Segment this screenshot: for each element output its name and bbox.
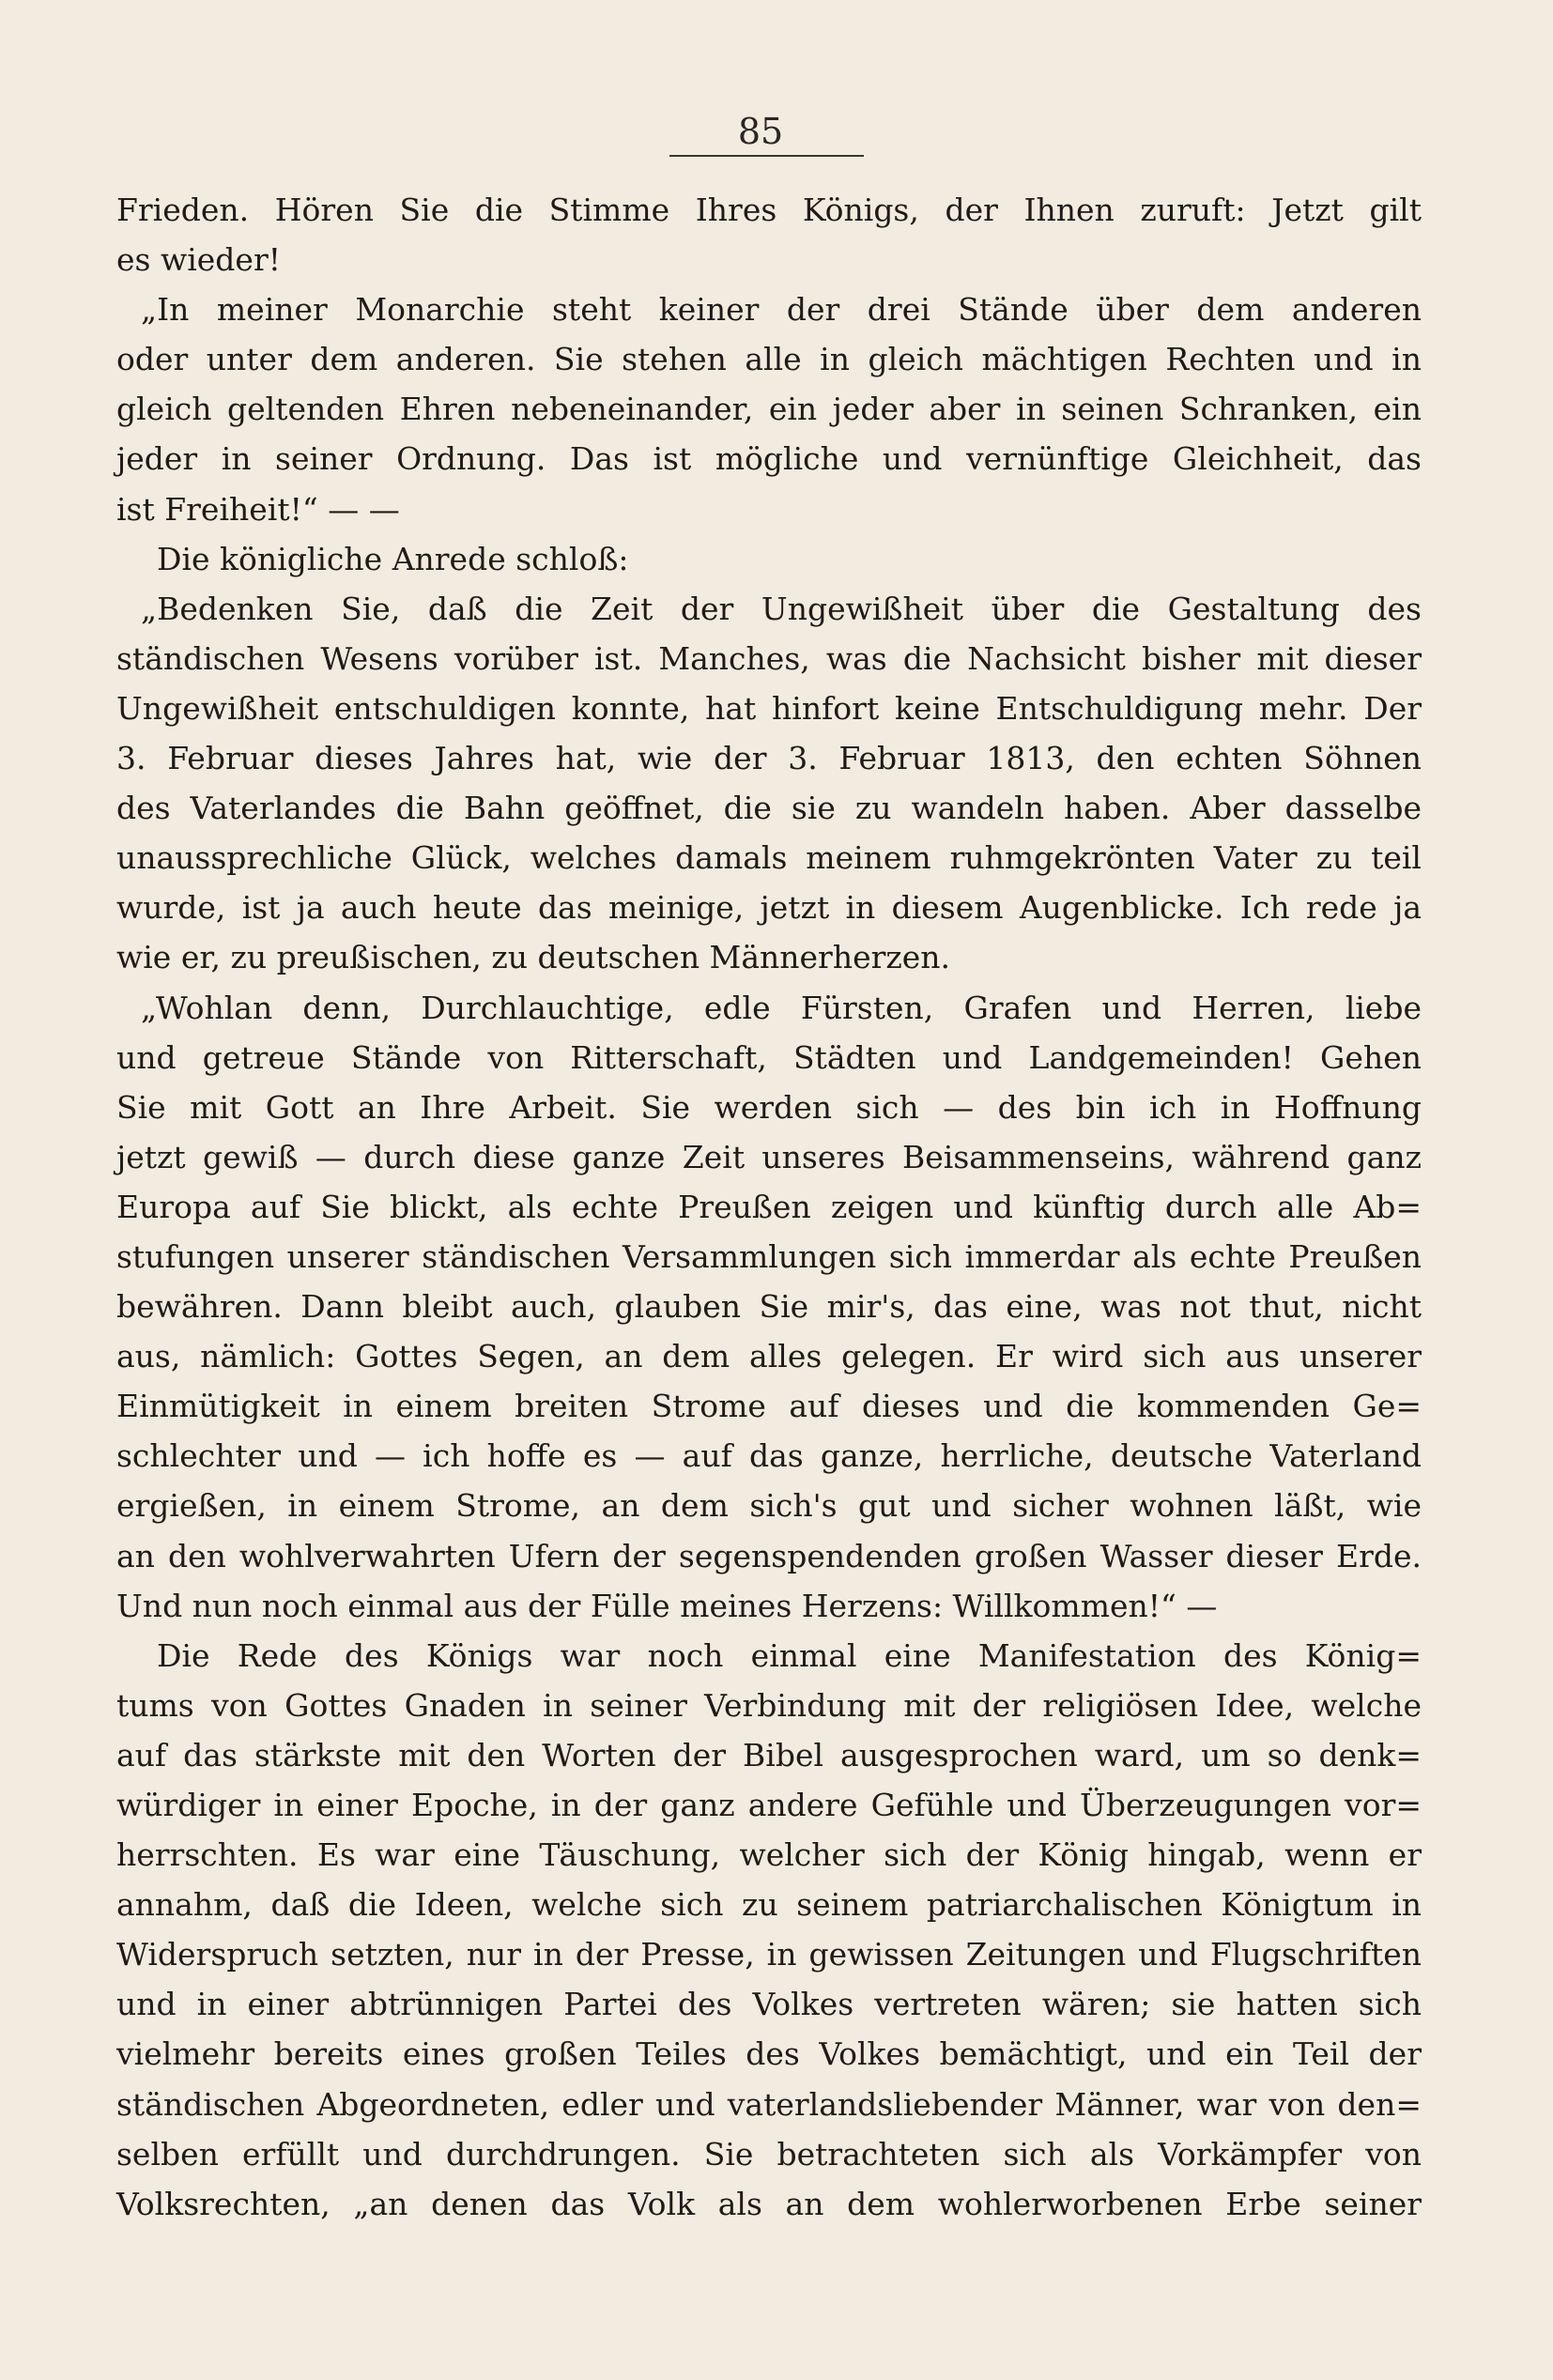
- text-line: stufungen unserer ständischen Versammlungen sich immerdar als echte Preußen: [116, 1237, 1422, 1275]
- text-line: bewähren. Dann bleibt auch, glauben Sie mir's, das eine, was not thut, nicht: [116, 1288, 1422, 1326]
- text-line: ständischen Abgeordneten, edler und vaterlandsliebender Männer, war von den=: [116, 2085, 1422, 2123]
- text-line: und in einer abtrünnigen Partei des Volkes vertreten wären; sie hatten sich: [116, 1986, 1422, 2023]
- text-line: schlechter und — ich hoffe es — auf das ganze, herrliche, deutsche Vaterland: [116, 1437, 1422, 1475]
- text-line: Ungewißheit entschuldigen konnte, hat hinfort keine Entschuldigung mehr. Der: [116, 689, 1422, 727]
- text-line: herrschten. Es war eine Täuschung, welcher sich der König hingab, wenn er: [116, 1836, 1422, 1874]
- text-line: vielmehr bereits eines großen Teiles des Volkes bemächtigt, und ein Teil der: [116, 2035, 1422, 2073]
- text-line: Die königliche Anrede schloß:: [157, 540, 629, 577]
- text-line: Volksrechten, „an denen das Volk als an dem wohlerworbenen Erbe seiner: [116, 2185, 1422, 2222]
- text-line: selben erfüllt und durchdrungen. Sie betrachteten sich als Vorkämpfer von: [116, 2135, 1422, 2173]
- text-line: 3. Februar dieses Jahres hat, wie der 3. Februar 1813, den echten Söhnen: [116, 740, 1422, 777]
- text-line: „In meiner Monarchie steht keiner der drei Stände über dem anderen: [141, 291, 1422, 329]
- text-line: Widerspruch setzten, nur in der Presse, in gewissen Zeitungen und Flugschriften: [116, 1936, 1422, 1973]
- text-line: „Wohlan denn, Durchlauchtige, edle Fürsten, Grafen und Herren, liebe: [141, 989, 1422, 1026]
- text-line: würdiger in einer Epoche, in der ganz andere Gefühle und Überzeugungen vor=: [116, 1787, 1422, 1823]
- header-rule: [669, 155, 864, 157]
- text-line: gleich geltenden Ehren nebeneinander, ein jeder aber in seinen Schranken, ein: [116, 391, 1422, 428]
- text-line: wie er, zu preußischen, zu deutschen Männerherzen.: [116, 939, 951, 976]
- text-line: Und nun noch einmal aus der Fülle meines Herzens: Willkommen!“ —: [116, 1587, 1218, 1624]
- text-line: an den wohlverwahrten Ufern der segenspendenden großen Wasser dieser Erde.: [116, 1537, 1422, 1574]
- text-line: oder unter dem anderen. Sie stehen alle in gleich mächtigen Rechten und in: [116, 341, 1422, 378]
- text-line: des Vaterlandes die Bahn geöffnet, die sie zu wandeln haben. Aber dasselbe: [116, 790, 1422, 827]
- text-line: jeder in seiner Ordnung. Das ist mögliche und vernünftige Gleichheit, das: [116, 440, 1422, 478]
- body-text: [116, 185, 1422, 2229]
- text-line: wurde, ist ja auch heute das meinige, jetzt in diesem Augenblicke. Ich rede ja: [116, 889, 1422, 927]
- text-line: „Bedenken Sie, daß die Zeit der Ungewißheit über die Gestaltung des: [141, 590, 1422, 627]
- text-line: aus, nämlich: Gottes Segen, an dem alles gelegen. Er wird sich aus unserer: [116, 1338, 1422, 1375]
- page-number: 85: [737, 111, 784, 152]
- text-line: ständischen Wesens vorüber ist. Manches, was die Nachsicht bisher mit dieser: [116, 639, 1422, 677]
- text-line: annahm, daß die Ideen, welche sich zu seinem patriarchalischen Königtum in: [116, 1886, 1422, 1924]
- text-line: es wieder!: [116, 241, 281, 279]
- text-line: und getreue Stände von Ritterschaft, Städten und Landgemeinden! Gehen: [116, 1038, 1422, 1076]
- text-line: auf das stärkste mit den Worten der Bibel ausgesprochen ward, um so denk=: [116, 1736, 1422, 1773]
- text-line: unaussprechliche Glück, welches damals meinem ruhmgekrönten Vater zu teil: [116, 839, 1422, 877]
- text-line: Frieden. Hören Sie die Stimme Ihres Königs, der Ihnen zuruft: Jetzt gilt: [116, 192, 1422, 228]
- text-line: Europa auf Sie blickt, als echte Preußen zeigen und künftig durch alle Ab=: [116, 1188, 1422, 1225]
- text-line: Die Rede des Königs war noch einmal eine Manifestation des König=: [157, 1636, 1422, 1674]
- text-line: jetzt gewiß — durch diese ganze Zeit unseres Beisammenseins, während ganz: [116, 1138, 1422, 1175]
- text-line: ist Freiheit!“ — —: [116, 490, 400, 528]
- text-line: tums von Gottes Gnaden in seiner Verbindung mit der religiösen Idee, welche: [116, 1686, 1422, 1724]
- text-line: Sie mit Gott an Ihre Arbeit. Sie werden sich — des bin ich in Hoffnung: [116, 1088, 1422, 1126]
- text-line: ergießen, in einem Strome, an dem sich's gut und sicher wohnen läßt, wie: [116, 1487, 1422, 1525]
- text-line: Einmütigkeit in einem breiten Strome auf dieses und die kommenden Ge=: [116, 1388, 1422, 1425]
